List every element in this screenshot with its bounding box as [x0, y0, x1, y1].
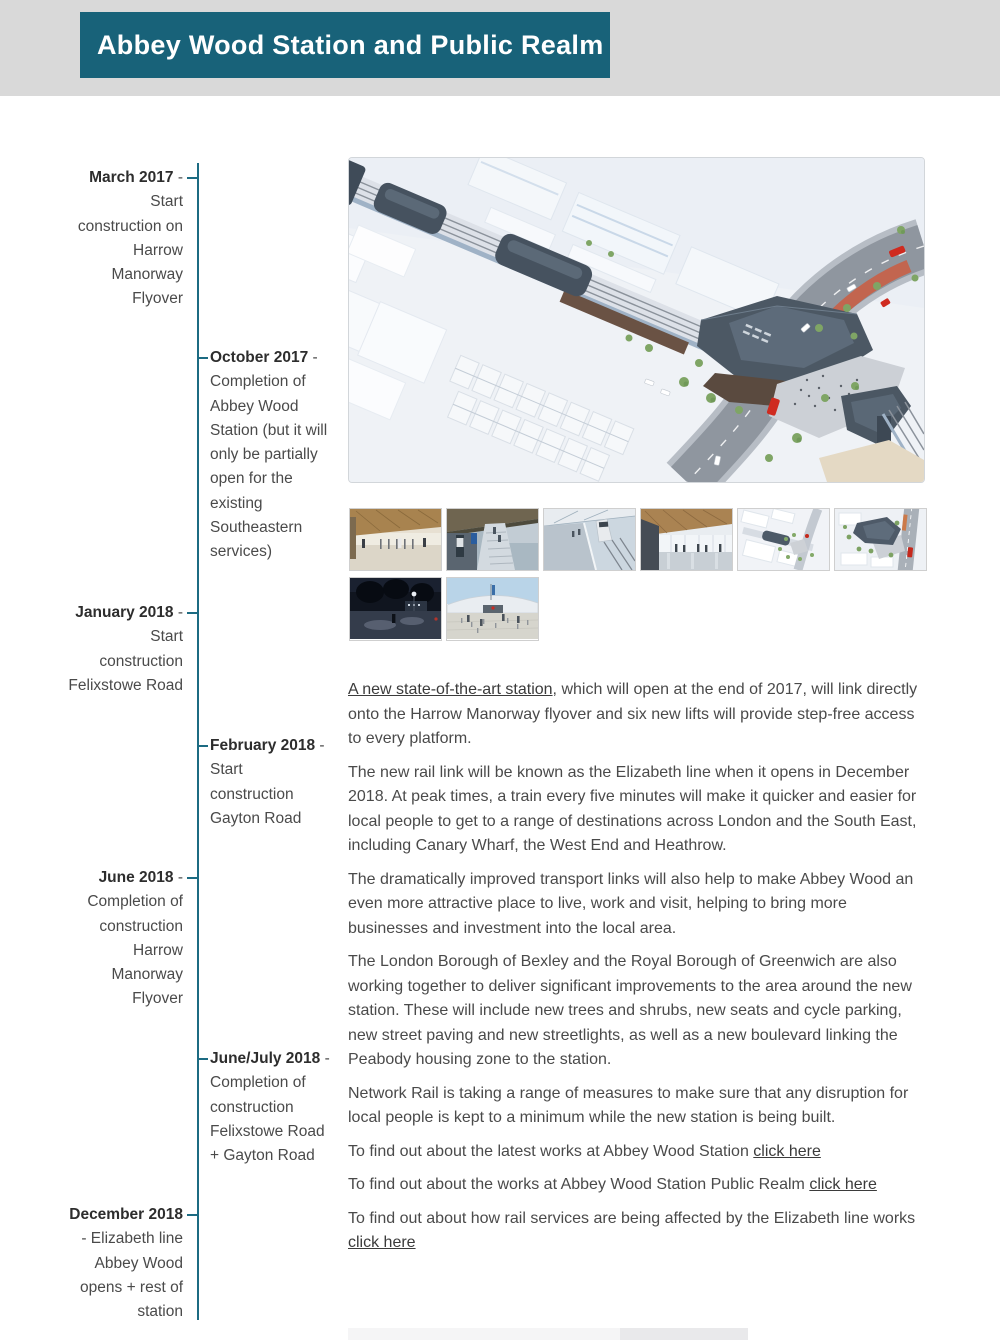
hero-aerial-render-graphic	[349, 158, 924, 482]
timeline-text-line: Completion of	[87, 893, 183, 911]
timeline-date: June 2018	[98, 869, 174, 886]
timeline-text-line: construction	[210, 1098, 294, 1116]
page-title: Abbey Wood Station and Public Realm	[97, 29, 604, 60]
timeline-text-line: Completion of	[210, 373, 306, 391]
timeline-tick	[198, 1058, 208, 1060]
timeline-tick	[187, 1214, 197, 1216]
timeline-text-line: construction	[210, 785, 294, 803]
timeline-date: February 2018	[210, 737, 316, 754]
page-header	[80, 12, 610, 78]
timeline-text-line: open for the	[210, 470, 293, 488]
text-link[interactable]: click here	[753, 1142, 821, 1160]
paragraph-3: The dramatically improved transport links will also help to make Abbey Wood an even more attractive place to live, work and visit, helping to bring more businesses and investment into the local area.	[348, 870, 914, 937]
thumbnail-station-entrance-plaza[interactable]	[446, 577, 539, 641]
timeline-text-line: Manorway	[111, 266, 183, 284]
text-link[interactable]: click here	[348, 1234, 416, 1251]
partial-image-strip	[348, 1328, 620, 1340]
timeline-text-line: Harrow	[133, 941, 183, 959]
timeline-text-line: construction	[99, 917, 183, 935]
timeline-tick	[187, 177, 197, 179]
timeline-text-line: - Elizabeth line	[81, 1230, 183, 1248]
thumbnail-platform-train[interactable]	[543, 508, 636, 571]
timeline-text-line: Southeastern	[210, 519, 303, 537]
timeline-date: June/July 2018	[210, 1050, 321, 1067]
thumbnail-station-stairs[interactable]	[446, 508, 539, 571]
timeline-text-line: Start	[150, 628, 183, 646]
timeline-entry-march-2017: March 2017 - Start construction on Harrow Manorway Flyover	[28, 166, 183, 312]
paragraph-4: The London Borough of Bexley and the Royal Borough of Greenwich are also working together to deliver significant improvements to the area around the new station. These will include new trees and shrubs, new seats and cycle parking, new street paving and new streetlights, as well as a new boulevard linking the Peabody housing zone to the station.	[348, 953, 912, 1068]
timeline-text-line: Harrow	[133, 241, 183, 259]
timeline-date: December 2018	[69, 1206, 183, 1223]
paragraph-5: Network Rail is taking a range of measures to make sure that any disruption for local people is kept to a minimum while the new station is being built.	[348, 1084, 909, 1126]
timeline-text-line: Abbey Wood	[210, 397, 299, 415]
timeline-text-line: Felixstowe Road	[68, 676, 183, 694]
timeline-text-line: Completion of	[210, 1074, 306, 1092]
timeline-entry-june-2018: June 2018 - Completion of construction Harrow Manorway Flyover	[28, 866, 183, 1012]
paragraph-1: A new state-of-the-art station, which will open at the end of 2017, will link directly onto the Harrow Manorway flyover and six new lifts will provide step-free access to every platform.	[348, 681, 918, 747]
timeline-tick	[198, 357, 208, 359]
timeline-text-line: Manorway	[111, 966, 183, 984]
timeline-text-line: only be partially	[210, 446, 318, 464]
text-link[interactable]: A new state-of-the-art station	[348, 681, 553, 698]
timeline-text-line: Flyover	[132, 290, 183, 308]
thumbnail-night-plaza[interactable]	[349, 577, 442, 641]
timeline-text-line: construction on	[77, 217, 183, 235]
timeline-text-line: Flyover	[132, 990, 183, 1008]
paragraph-2: The new rail link will be known as the Elizabeth line when it opens in December 2018. At peak times, a train every five minutes will make it quicker and easier for local people to get to a range of destinations across London and the South East, including Canary Wharf, the West End and Heathrow.	[348, 763, 917, 854]
paragraph-7: To find out about the works at Abbey Wood Station Public Realm click here	[348, 1176, 877, 1193]
timeline-text-line: + Gayton Road	[210, 1147, 315, 1165]
timeline-entry-february-2018: February 2018 - Start construction Gayton Road	[210, 734, 348, 831]
thumbnail-row-1	[349, 508, 927, 571]
partial-image-strip-dark	[620, 1328, 748, 1340]
article	[348, 678, 926, 1265]
timeline-date: January 2018	[75, 604, 174, 621]
thumbnail-aerial-render-station[interactable]	[834, 508, 927, 571]
timeline-text-line: services)	[210, 543, 273, 561]
thumbnail-aerial-render-wide[interactable]	[737, 508, 830, 571]
timeline-text-line: existing	[210, 494, 263, 512]
paragraph-8: To find out about how rail services are being affected by the Elizabeth line works click here	[348, 1209, 916, 1251]
hero-image[interactable]	[348, 157, 925, 483]
timeline-date: March 2017	[89, 169, 174, 186]
timeline-text-line: Felixstowe Road	[210, 1122, 325, 1140]
thumbnail-concourse-gatelines[interactable]	[349, 508, 442, 571]
timeline-text-line: opens + rest of	[80, 1278, 183, 1296]
timeline-line	[197, 163, 199, 1320]
thumbnail-concourse-interior[interactable]	[640, 508, 733, 571]
timeline-tick	[198, 745, 208, 747]
timeline-entry-january-2018: January 2018 - Start construction Felixstowe Road	[28, 601, 183, 698]
timeline-tick	[187, 877, 197, 879]
paragraph-6: To find out about the latest works at Abbey Wood Station click here	[348, 1142, 821, 1160]
timeline-entry-october-2017: October 2017 - Completion of Abbey Wood Station (but it will only be partially open for the existing Southeastern services)	[210, 346, 348, 565]
timeline-text-line: Abbey Wood	[94, 1254, 183, 1272]
thumbnail-row-2	[349, 577, 539, 641]
timeline-text-line: Start	[150, 193, 183, 211]
timeline-tick	[187, 612, 197, 614]
timeline-text-line: Start	[210, 761, 243, 779]
timeline-entry-june-july-2018: June/July 2018 - Completion of construction Felixstowe Road + Gayton Road	[210, 1047, 348, 1168]
timeline-text-line: station	[137, 1303, 183, 1321]
text-link[interactable]: click here	[809, 1176, 877, 1193]
timeline-text-line: Station (but it will	[210, 421, 328, 439]
timeline-entry-december-2018	[28, 1203, 183, 1324]
timeline-text-line: construction	[99, 652, 183, 670]
timeline-text-line: Gayton Road	[210, 809, 302, 827]
timeline-date: October 2017	[210, 349, 309, 366]
